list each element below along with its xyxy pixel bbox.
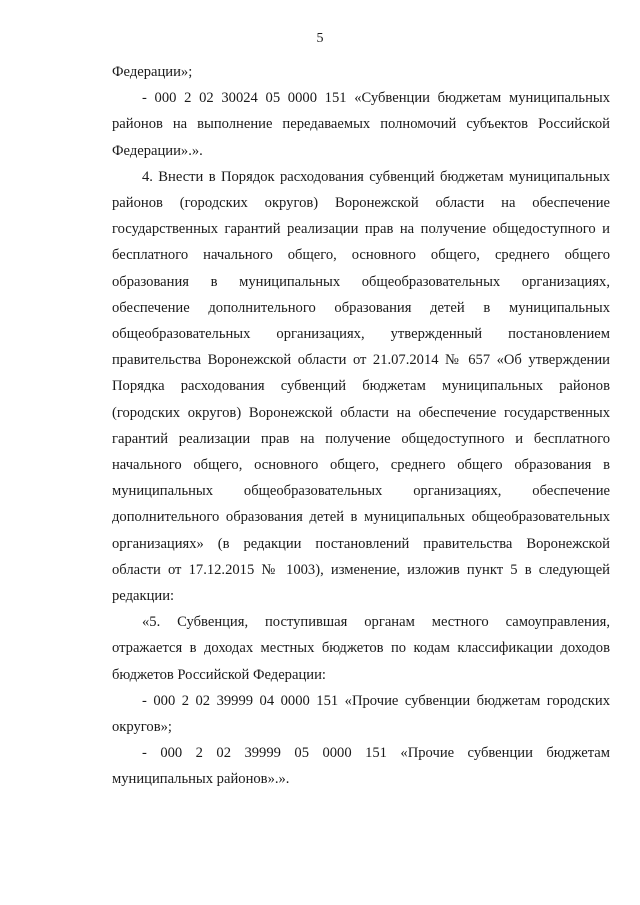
paragraph-code-39999-04: - 000 2 02 39999 04 0000 151 «Прочие субвенции бюджетам городских округов»; [112,692,610,736]
paragraph-federation-ending: Федерации»; [112,64,193,80]
paragraph-code-30024: - 000 2 02 30024 05 0000 151 «Субвенции бюджетам муниципальных районов на выполнение передаваемых полномочий субъектов Российской Федерации».». [112,90,610,159]
paragraph-item-5: «5. Субвенция, поступившая органам местного самоуправления, отражается в доходах местных бюджетов по кодам классификации доходов бюджетов Российской Федерации: [112,614,610,683]
page-number: 5 [316,31,324,46]
paragraph-item-4: 4. Внести в Порядок расходования субвенций бюджетам муниципальных районов (городских округов) Воронежской области на обеспечение государственных гарантий реализации прав на получение общедоступного и бесплатного начального общего, основного общего, среднего общего образования в муниципальных общеобразовательных организациях, обеспечение дополнительного образования детей в муниципальных общеобразовательных организациях, утвержденный постановлением правительства Воронежской области от 21.07.2014 № 657 «Об утверждении Порядка расходования субвенций бюджетам муниципальных районов (городских округов) Воронежской области на обеспечение государственных гарантий реализации прав на получение общедоступного и бесплатного начального общего, основного общего, среднего общего образования в муниципальных общеобразовательных организациях, обеспечение дополнительного образования детей в муниципальных общеобразовательных организациях» (в редакции постановлений правительства Воронежской области от 17.12.2015 № 1003), изменение, изложив пункт 5 в следующей редакции: [112,168,610,605]
document-body [112,59,610,793]
paragraph-code-39999-05: - 000 2 02 39999 05 0000 151 «Прочие субвенции бюджетам муниципальных районов».». [112,745,610,788]
